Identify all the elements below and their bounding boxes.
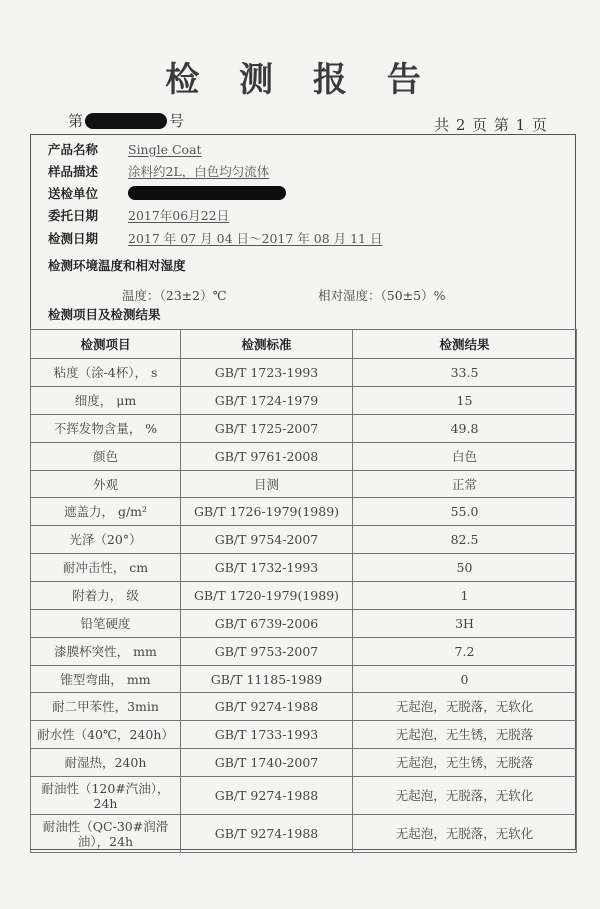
- cell-standard: GB/T 1723-1993: [181, 359, 353, 387]
- cell-item: 耐冲击性， cm: [31, 554, 181, 582]
- cell-item: 粘度（涂-4杯）， s: [31, 359, 181, 387]
- submitter-redaction: [128, 186, 286, 200]
- cell-standard: GB/T 1726-1979(1989): [181, 498, 353, 526]
- header-standard: 检测标准: [181, 330, 353, 359]
- page-info: 共 2 页 第 1 页: [434, 116, 548, 134]
- cell-standard: GB/T 9761-2008: [181, 443, 353, 471]
- cell-item: 细度， μm: [31, 387, 181, 415]
- header-result: 检测结果: [353, 330, 577, 359]
- cell-result: 55.0: [353, 498, 577, 526]
- cell-standard: GB/T 1732-1993: [181, 554, 353, 582]
- cell-item: 耐湿热，240h: [31, 749, 181, 777]
- cell-result: 50: [353, 554, 577, 582]
- cell-standard: GB/T 9274-1988: [181, 815, 353, 853]
- table-row: [31, 638, 577, 666]
- cell-item: 铅笔硬度: [31, 610, 181, 638]
- entrust-date-value: 2017年06月22日: [128, 208, 230, 223]
- results-section-heading: 检测项目及检测结果: [48, 307, 161, 322]
- table-row: [31, 749, 577, 777]
- sample-desc-label: 样品描述: [48, 164, 99, 179]
- cell-standard: GB/T 6739-2006: [181, 610, 353, 638]
- product-name-value: Single Coat: [128, 141, 202, 157]
- cell-standard: 目测: [181, 471, 353, 498]
- test-date-label: 检测日期: [48, 231, 99, 246]
- cell-result: 正常: [353, 471, 577, 498]
- test-date-row: [48, 229, 382, 247]
- cell-item: 耐水性（40℃，240h）: [31, 721, 181, 749]
- table-row: [31, 443, 577, 471]
- cell-item: 漆膜杯突性， mm: [31, 638, 181, 666]
- cell-result: 白色: [353, 443, 577, 471]
- results-body: [31, 359, 577, 853]
- temperature-text: 温度：（23±2）℃: [122, 288, 227, 303]
- cell-item: 外观: [31, 471, 181, 498]
- cell-standard: GB/T 1733-1993: [181, 721, 353, 749]
- cell-result: 无起泡，无生锈，无脱落: [353, 721, 577, 749]
- table-row: [31, 815, 577, 853]
- table-row: [31, 582, 577, 610]
- cell-item: 附着力， 级: [31, 582, 181, 610]
- cell-result: 0: [353, 666, 577, 693]
- cell-standard: GB/T 1720-1979(1989): [181, 582, 353, 610]
- cell-item: 耐油性（QC-30#润滑 油），24h: [31, 815, 181, 853]
- table-row: [31, 693, 577, 721]
- cell-result: 33.5: [353, 359, 577, 387]
- cell-result: 无起泡，无脱落，无软化: [353, 815, 577, 853]
- cell-result: 82.5: [353, 526, 577, 554]
- submitter-label: 送检单位: [48, 186, 99, 201]
- cell-standard: GB/T 1725-2007: [181, 415, 353, 443]
- table-row: [31, 498, 577, 526]
- cell-standard: GB/T 9753-2007: [181, 638, 353, 666]
- cell-standard: GB/T 9274-1988: [181, 693, 353, 721]
- cell-standard: GB/T 9274-1988: [181, 777, 353, 815]
- cell-item: 耐二甲苯性，3min: [31, 693, 181, 721]
- report-title: 检 测 报 告: [165, 60, 435, 100]
- sample-desc-value: 涂料约2L，白色均匀流体: [128, 164, 270, 179]
- cell-result: 无起泡，无脱落，无软化: [353, 777, 577, 815]
- cell-item: 不挥发物含量， %: [31, 415, 181, 443]
- table-row: [31, 526, 577, 554]
- cell-item: 颜色: [31, 443, 181, 471]
- entrust-date-label: 委托日期: [48, 208, 99, 223]
- table-header-row: [31, 330, 577, 359]
- cell-result: 15: [353, 387, 577, 415]
- table-row: [31, 387, 577, 415]
- header-item: 检测项目: [31, 330, 181, 359]
- table-row: [31, 471, 577, 498]
- serial-prefix: 第: [68, 112, 84, 130]
- serial-suffix: 号: [169, 112, 185, 130]
- cell-standard: GB/T 9754-2007: [181, 526, 353, 554]
- submitter-row: [48, 184, 286, 202]
- cell-result: 1: [353, 582, 577, 610]
- table-row: [31, 777, 577, 815]
- test-date-value: 2017 年 07 月 04 日～2017 年 08 月 11 日: [128, 231, 383, 246]
- sample-desc-row: [48, 162, 269, 180]
- cell-result: 3H: [353, 610, 577, 638]
- table-row: [31, 610, 577, 638]
- humidity-text: 相对湿度：（50±5）%: [318, 288, 446, 303]
- table-row: [31, 666, 577, 693]
- entrust-date-row: [48, 206, 229, 224]
- serial-redaction: [85, 113, 167, 129]
- table-row: [31, 415, 577, 443]
- table-row: [31, 721, 577, 749]
- cell-standard: GB/T 11185-1989: [181, 666, 353, 693]
- product-name-row: [48, 140, 202, 158]
- cell-result: 7.2: [353, 638, 577, 666]
- cell-result: 无起泡，无生锈，无脱落: [353, 749, 577, 777]
- table-row: [31, 554, 577, 582]
- cell-standard: GB/T 1740-2007: [181, 749, 353, 777]
- cell-item: 锥型弯曲， mm: [31, 666, 181, 693]
- results-table: [30, 329, 577, 853]
- product-name-label: 产品名称: [48, 142, 99, 157]
- cell-result: 无起泡，无脱落，无软化: [353, 693, 577, 721]
- env-section-heading: 检测环境温度和相对湿度: [48, 258, 186, 273]
- cell-item: 遮盖力， g/m²: [31, 498, 181, 526]
- report-serial: [68, 110, 184, 131]
- cell-result: 49.8: [353, 415, 577, 443]
- cell-standard: GB/T 1724-1979: [181, 387, 353, 415]
- cell-item: 耐油性（120#汽油）， 24h: [31, 777, 181, 815]
- cell-item: 光泽（20°）: [31, 526, 181, 554]
- table-row: [31, 359, 577, 387]
